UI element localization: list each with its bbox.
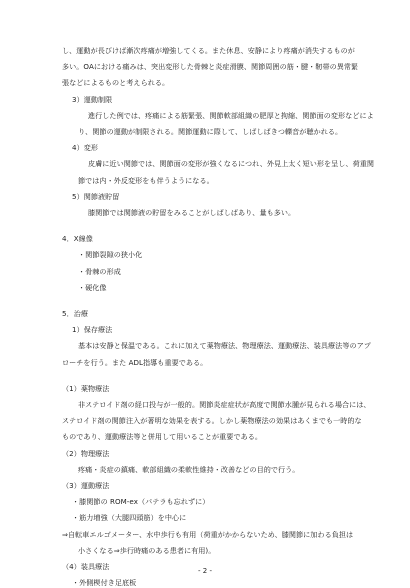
section-heading-xray: 4．X線像: [62, 234, 93, 244]
xray-item: ・骨棘の形成: [78, 266, 121, 276]
subheading-conservative: 1）保存療法: [72, 325, 113, 335]
conservative-line-1: 基本は安静と保温である。これに加えて薬物療法、物理療法、運動療法、装具療法等のアプ: [78, 341, 371, 351]
deformity-line-2: 節では内・外反変形をも伴うようになる。: [78, 175, 214, 185]
section-heading-motion-limit: 3）運動制限: [72, 94, 113, 104]
effusion-line-1: 膝関節では関節液の貯留をみることがしばしばあり、量も多い。: [88, 208, 296, 217]
exercise-item-strength: ・筋力増強（大腿四頭筋）を中心に: [72, 513, 187, 523]
motion-limit-line-2: り、関節の運動が制限される。関節運動に際して、しばしばきつ轢音が聴かれる。: [78, 127, 343, 136]
exercise-line-3: ⇒自転車エルゴメーター、水中歩行も有用（荷重がかからないため、膝関節に加わる負担は: [62, 529, 354, 539]
xray-item: ・硬化像: [78, 282, 107, 292]
intro-line-3: 張などによるものと考えられる。: [62, 78, 170, 88]
intro-line-1: し、運動が長びけば漸次疼痛が増強してくる。また休息、安静により疼痛が消失するものが: [62, 46, 355, 55]
subheading-physical-therapy: （2）物理療法: [62, 448, 110, 458]
exercise-item-rom: ・膝関節の ROM-ex（パテラも忘れずに）: [72, 497, 210, 507]
drug-line-3: ものであり、運動療法等と併用して用いることが重要である。: [62, 432, 263, 442]
intro-line-2: 多い。OAにおける痛みは、突出変形した骨棘と炎症滑膜、関節周囲の筋・腱・靭帯の異常緊: [62, 62, 359, 72]
section-heading-deformity: 4）変形: [72, 143, 98, 153]
orthosis-item-wedge-insole: ・外側楔付き足底板: [72, 578, 137, 588]
drug-line-1: 非ステロイド剤の経口投与が一般的。関節炎症症状が高度で関節水腫が見られる場合には、: [78, 400, 371, 409]
deformity-line-1: 皮膚に近い関節では、関節面の変形が強くなるにつれ、外見上太く短い形を呈し、荷重関: [88, 159, 375, 169]
subheading-exercise-therapy: （3）運動療法: [62, 481, 110, 490]
xray-item: ・関節裂隙の狭小化: [78, 250, 143, 260]
subheading-drug-therapy: （1）薬物療法: [62, 383, 110, 393]
page-number: - 2 -: [198, 567, 212, 575]
physical-line-1: 疼痛・炎症の鎮痛、軟部組織の柔軟性維持・改善などの目的で行う。: [78, 464, 300, 474]
conservative-line-2: ローチを行う。また ADL指導も重要である。: [62, 357, 208, 367]
drug-line-2: ステロイド剤の関節注入が著明な効果を表する。しかし薬物療法の効果はあくまでも一時的な: [62, 416, 362, 426]
section-heading-treatment: 5．治療: [62, 309, 88, 318]
exercise-line-4: 小さくなる⇒歩行時痛のある患者に有用)。: [78, 545, 216, 555]
motion-limit-line-1: 進行した例では、疼痛による筋緊張、関節軟部組織の肥厚と拘縮、関節面の変形などによ: [88, 110, 374, 120]
section-heading-effusion: 5）関節液貯留: [72, 191, 120, 201]
subheading-orthosis-therapy: （4）装具療法: [62, 562, 110, 571]
